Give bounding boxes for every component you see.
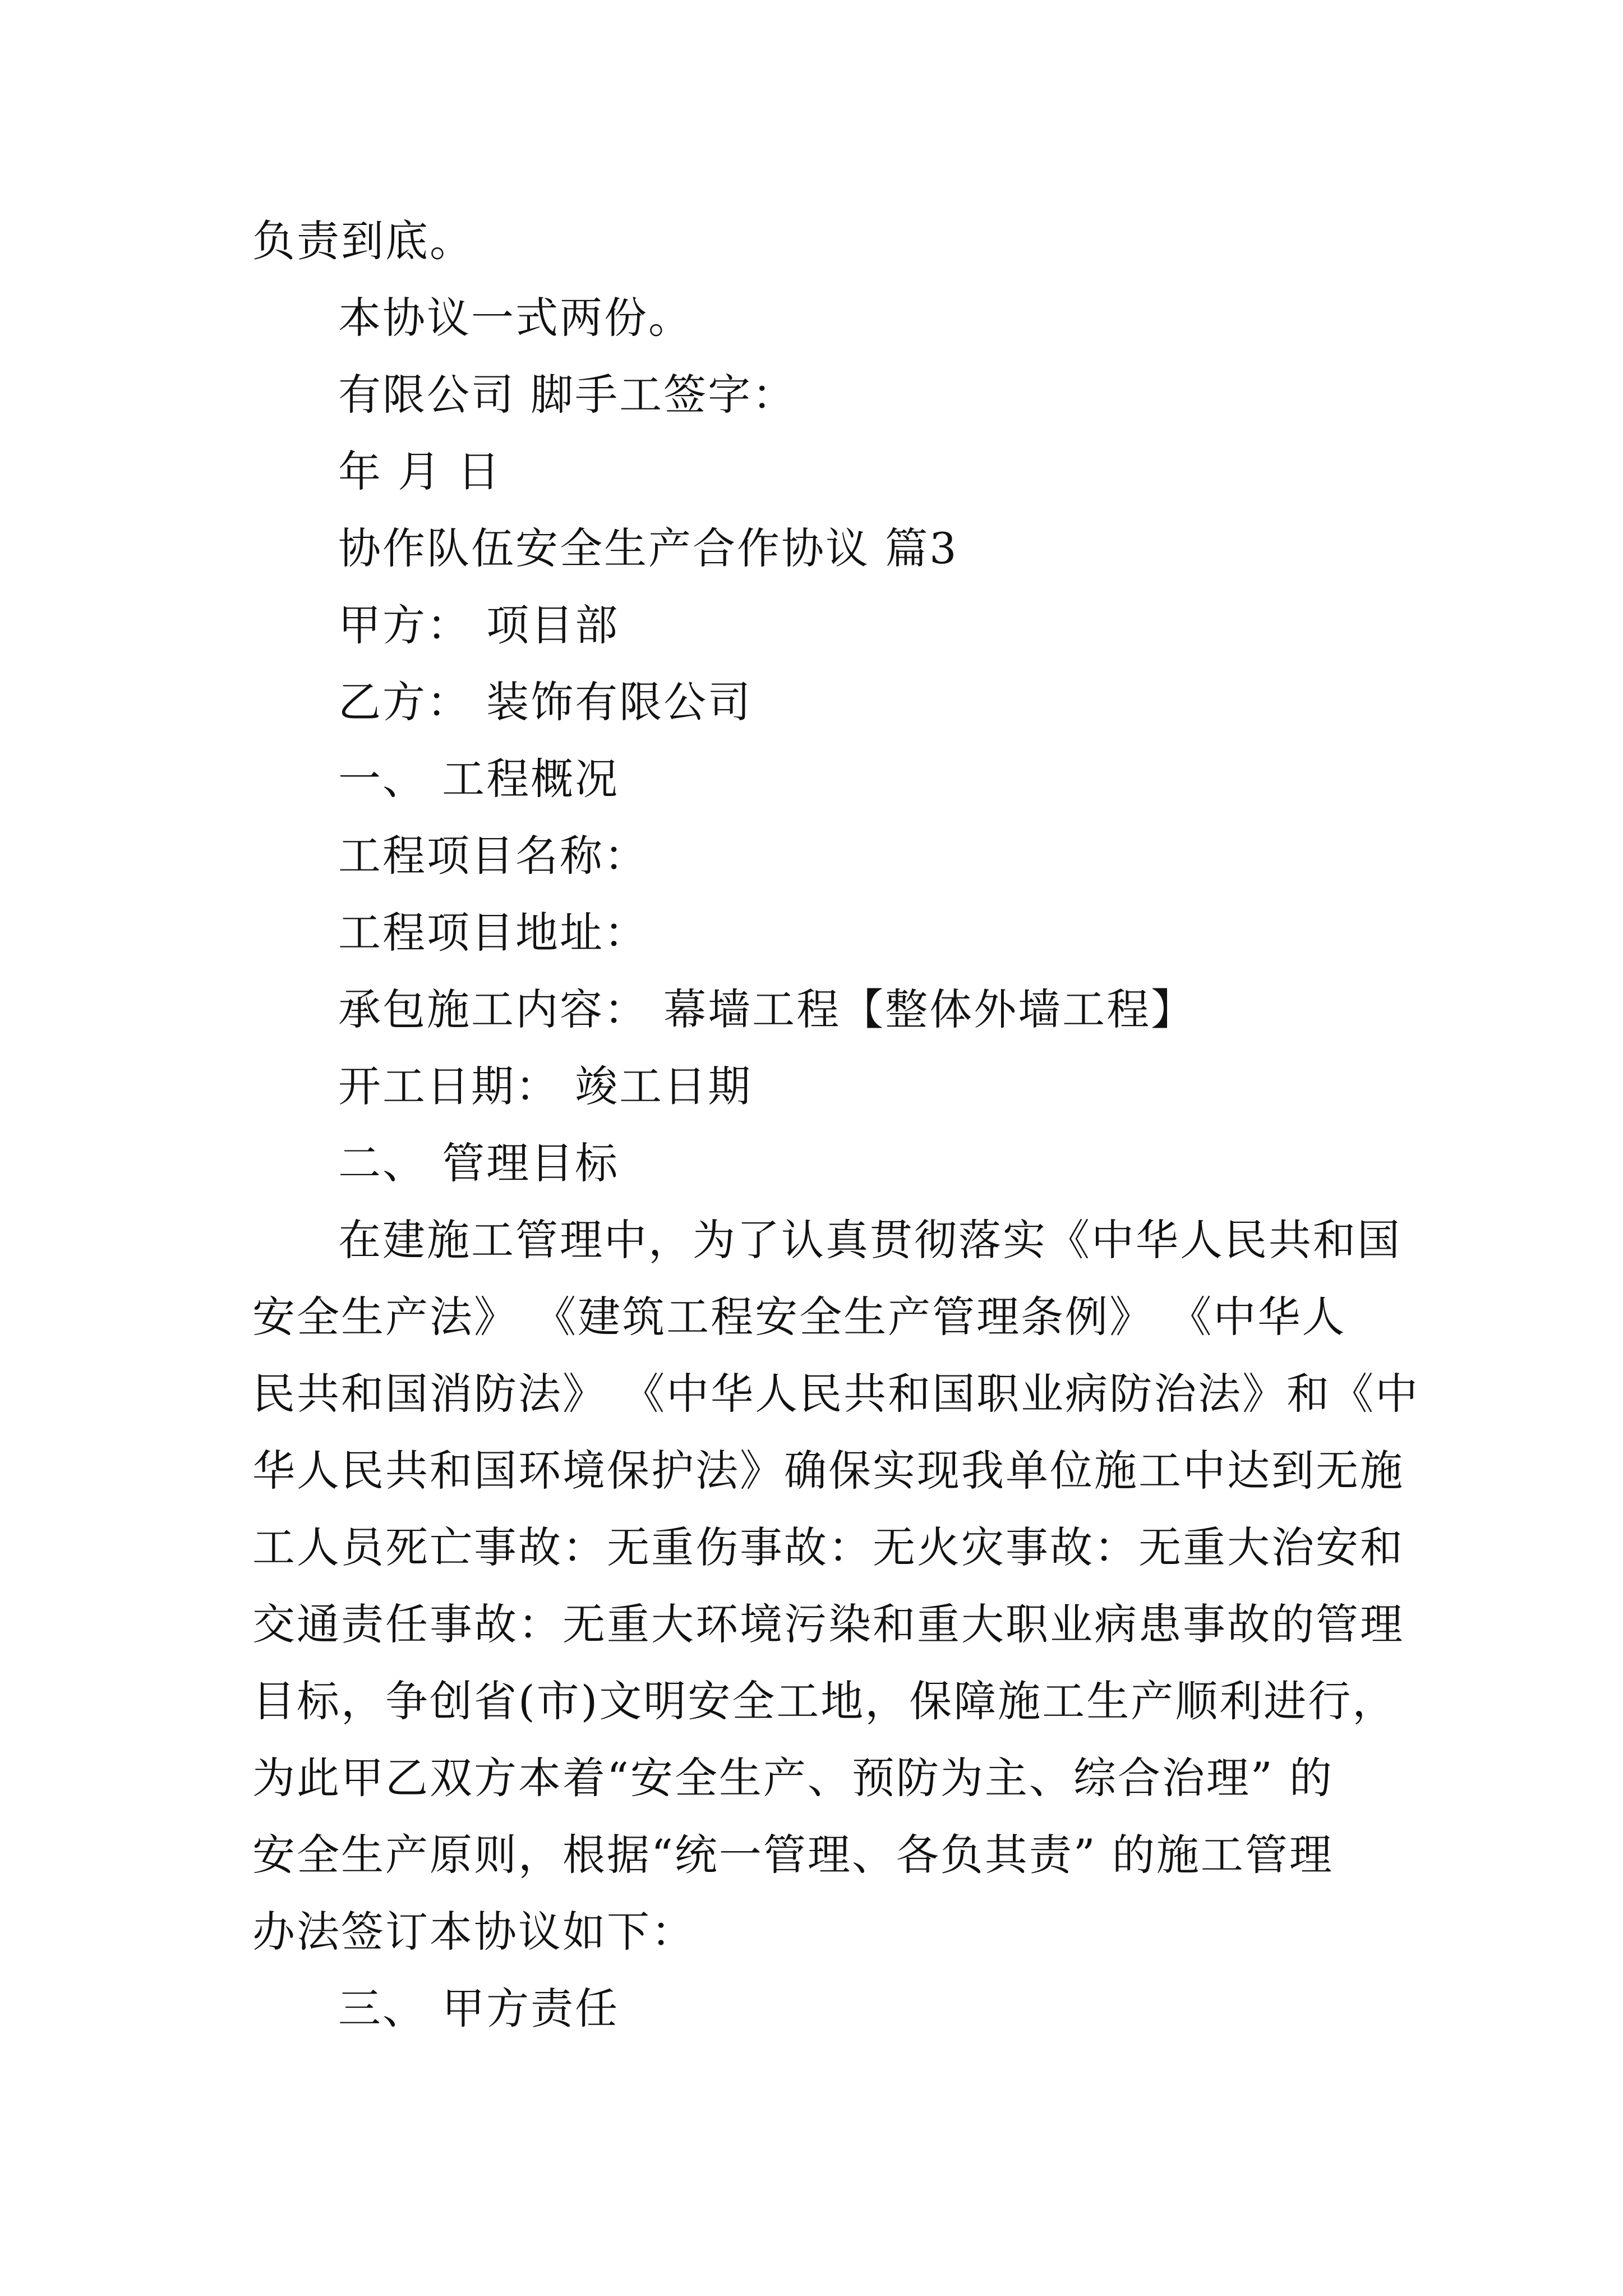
text-line: 负责到底。 xyxy=(252,216,474,266)
text-line: 工程项目名称： xyxy=(338,831,648,881)
paragraph-line: 目标，争创省(市)文明安全工地，保障施工生产顺利进行， xyxy=(252,1676,1397,1726)
date-line: 年 月 日 xyxy=(338,447,502,496)
paragraph-line: 安全生产法》 《建筑工程安全生产管理条例》 《中华人 xyxy=(252,1292,1347,1342)
heading-party-a-responsibilities: 三、 甲方责任 xyxy=(338,1984,620,2033)
text-line: 工程项目地址： xyxy=(338,908,648,958)
party-a: 甲方： 项目部 xyxy=(338,600,620,650)
paragraph-line: 办法签订本协议如下： xyxy=(252,1907,695,1957)
paragraph-line: 为此甲乙双方本着“安全生产、预防为主、综合治理” 的 xyxy=(252,1753,1334,1803)
paragraph-line: 安全生产原则，根据“统一管理、各负其责” 的施工管理 xyxy=(252,1830,1334,1880)
section-title: 协作队伍安全生产合作协议 篇3 xyxy=(338,523,958,573)
text-line: 承包施工内容： 幕墙工程【整体外墙工程】 xyxy=(338,984,1196,1034)
paragraph-line: 工人员死亡事故：无重伤事故：无火灾事故：无重大治安和 xyxy=(252,1522,1404,1572)
paragraph-line: 民共和国消防法》 《中华人民共和国职业病防治法》和《中 xyxy=(252,1369,1420,1419)
heading-management-goals: 二、 管理目标 xyxy=(338,1138,620,1188)
paragraph-line: 在建施工管理中，为了认真贯彻落实《中华人民共和国 xyxy=(338,1215,1401,1265)
text-line: 开工日期： 竣工日期 xyxy=(338,1061,753,1111)
heading-project-overview: 一、 工程概况 xyxy=(338,754,620,804)
text-line: 有限公司 脚手工签字： xyxy=(338,370,797,420)
text-line: 本协议一式两份。 xyxy=(338,293,693,343)
party-b: 乙方： 装饰有限公司 xyxy=(338,677,753,727)
paragraph-line: 华人民共和国环境保护法》确保实现我单位施工中达到无施 xyxy=(252,1446,1404,1496)
paragraph-line: 交通责任事故：无重大环境污染和重大职业病患事故的管理 xyxy=(252,1599,1404,1649)
